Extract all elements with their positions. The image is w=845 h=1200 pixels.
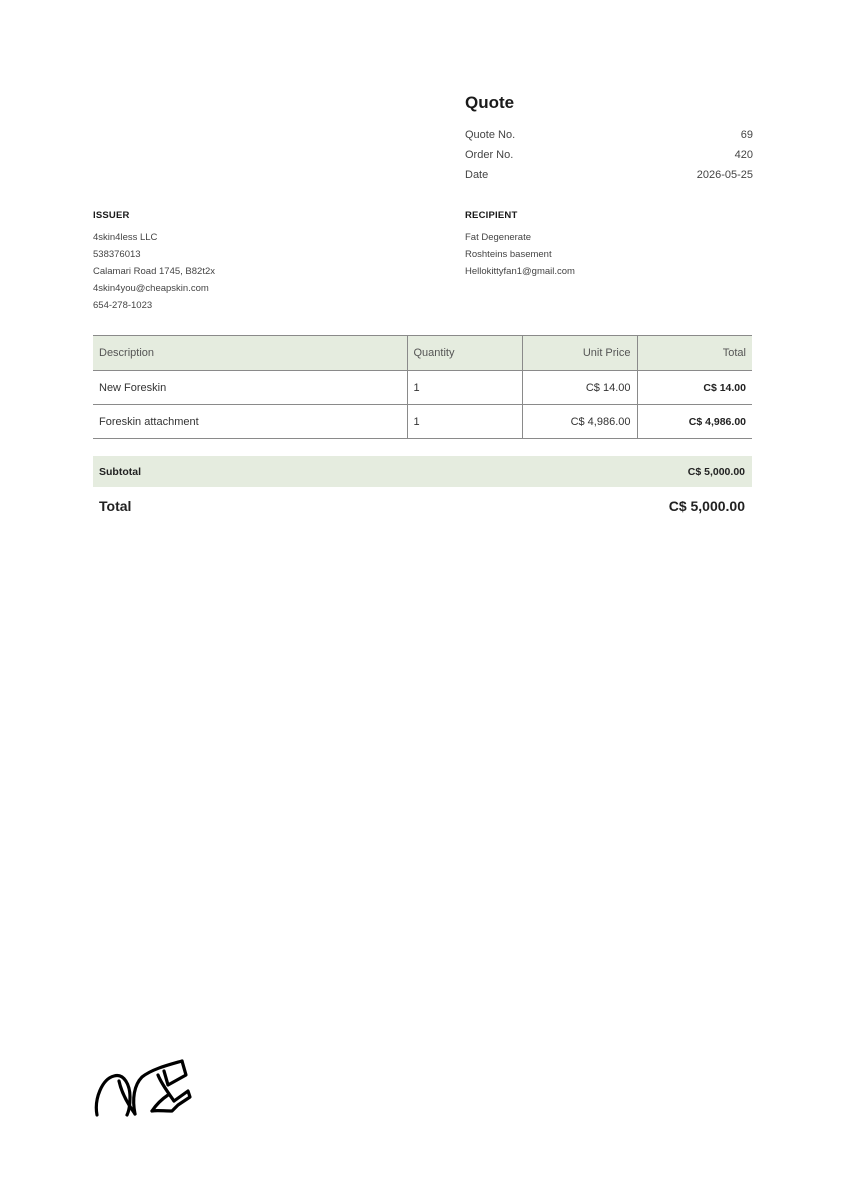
meta-row-quote-number [465,126,753,146]
cell-description: Foreskin attachment [93,405,407,439]
quote-meta [465,126,753,186]
header-total: Total [637,336,752,371]
issuer-address: Calamari Road 1745, B82t2x [93,266,215,277]
issuer-registration: 538376013 [93,249,141,260]
meta-label: Date [465,169,489,181]
line-items-table [93,335,752,439]
header-description: Description [93,336,407,371]
table-row [93,405,752,439]
header-quantity: Quantity [407,336,522,371]
cell-quantity: 1 [407,371,522,405]
recipient-heading: RECIPIENT [465,210,518,221]
cell-description: New Foreskin [93,371,407,405]
total-label: Total [99,498,132,514]
issuer-email: 4skin4you@cheapskin.com [93,283,209,294]
table-header-row [93,336,752,371]
cell-total: C$ 14.00 [637,371,752,405]
total-value: C$ 5,000.00 [668,498,745,514]
document-title: Quote [465,93,515,112]
issuer-company: 4skin4less LLC [93,232,158,243]
subtotal-value: C$ 5,000.00 [687,465,745,478]
meta-value: 2026-05-25 [696,169,753,181]
grand-total-row [93,494,752,518]
cell-unit-price: C$ 4,986.00 [522,405,637,439]
recipient-block [465,210,753,280]
meta-row-date [465,166,753,186]
signature-icon [92,1055,196,1117]
subtotal-row [93,456,752,487]
issuer-heading: ISSUER [93,210,130,221]
table-row [93,371,752,405]
meta-row-order-number [465,146,753,166]
issuer-block [93,210,393,314]
cell-total: C$ 4,986.00 [637,405,752,439]
meta-label: Order No. [465,149,514,161]
meta-value: 420 [734,149,753,161]
issuer-phone: 654-278-1023 [93,300,153,311]
cell-quantity: 1 [407,405,522,439]
recipient-email: Hellokittyfan1@gmail.com [465,266,575,277]
cell-unit-price: C$ 14.00 [522,371,637,405]
recipient-name: Fat Degenerate [465,232,532,243]
meta-value: 69 [740,129,753,141]
recipient-address: Roshteins basement [465,249,552,260]
meta-label: Quote No. [465,129,516,141]
subtotal-label: Subtotal [99,465,141,478]
header-unit-price: Unit Price [522,336,637,371]
